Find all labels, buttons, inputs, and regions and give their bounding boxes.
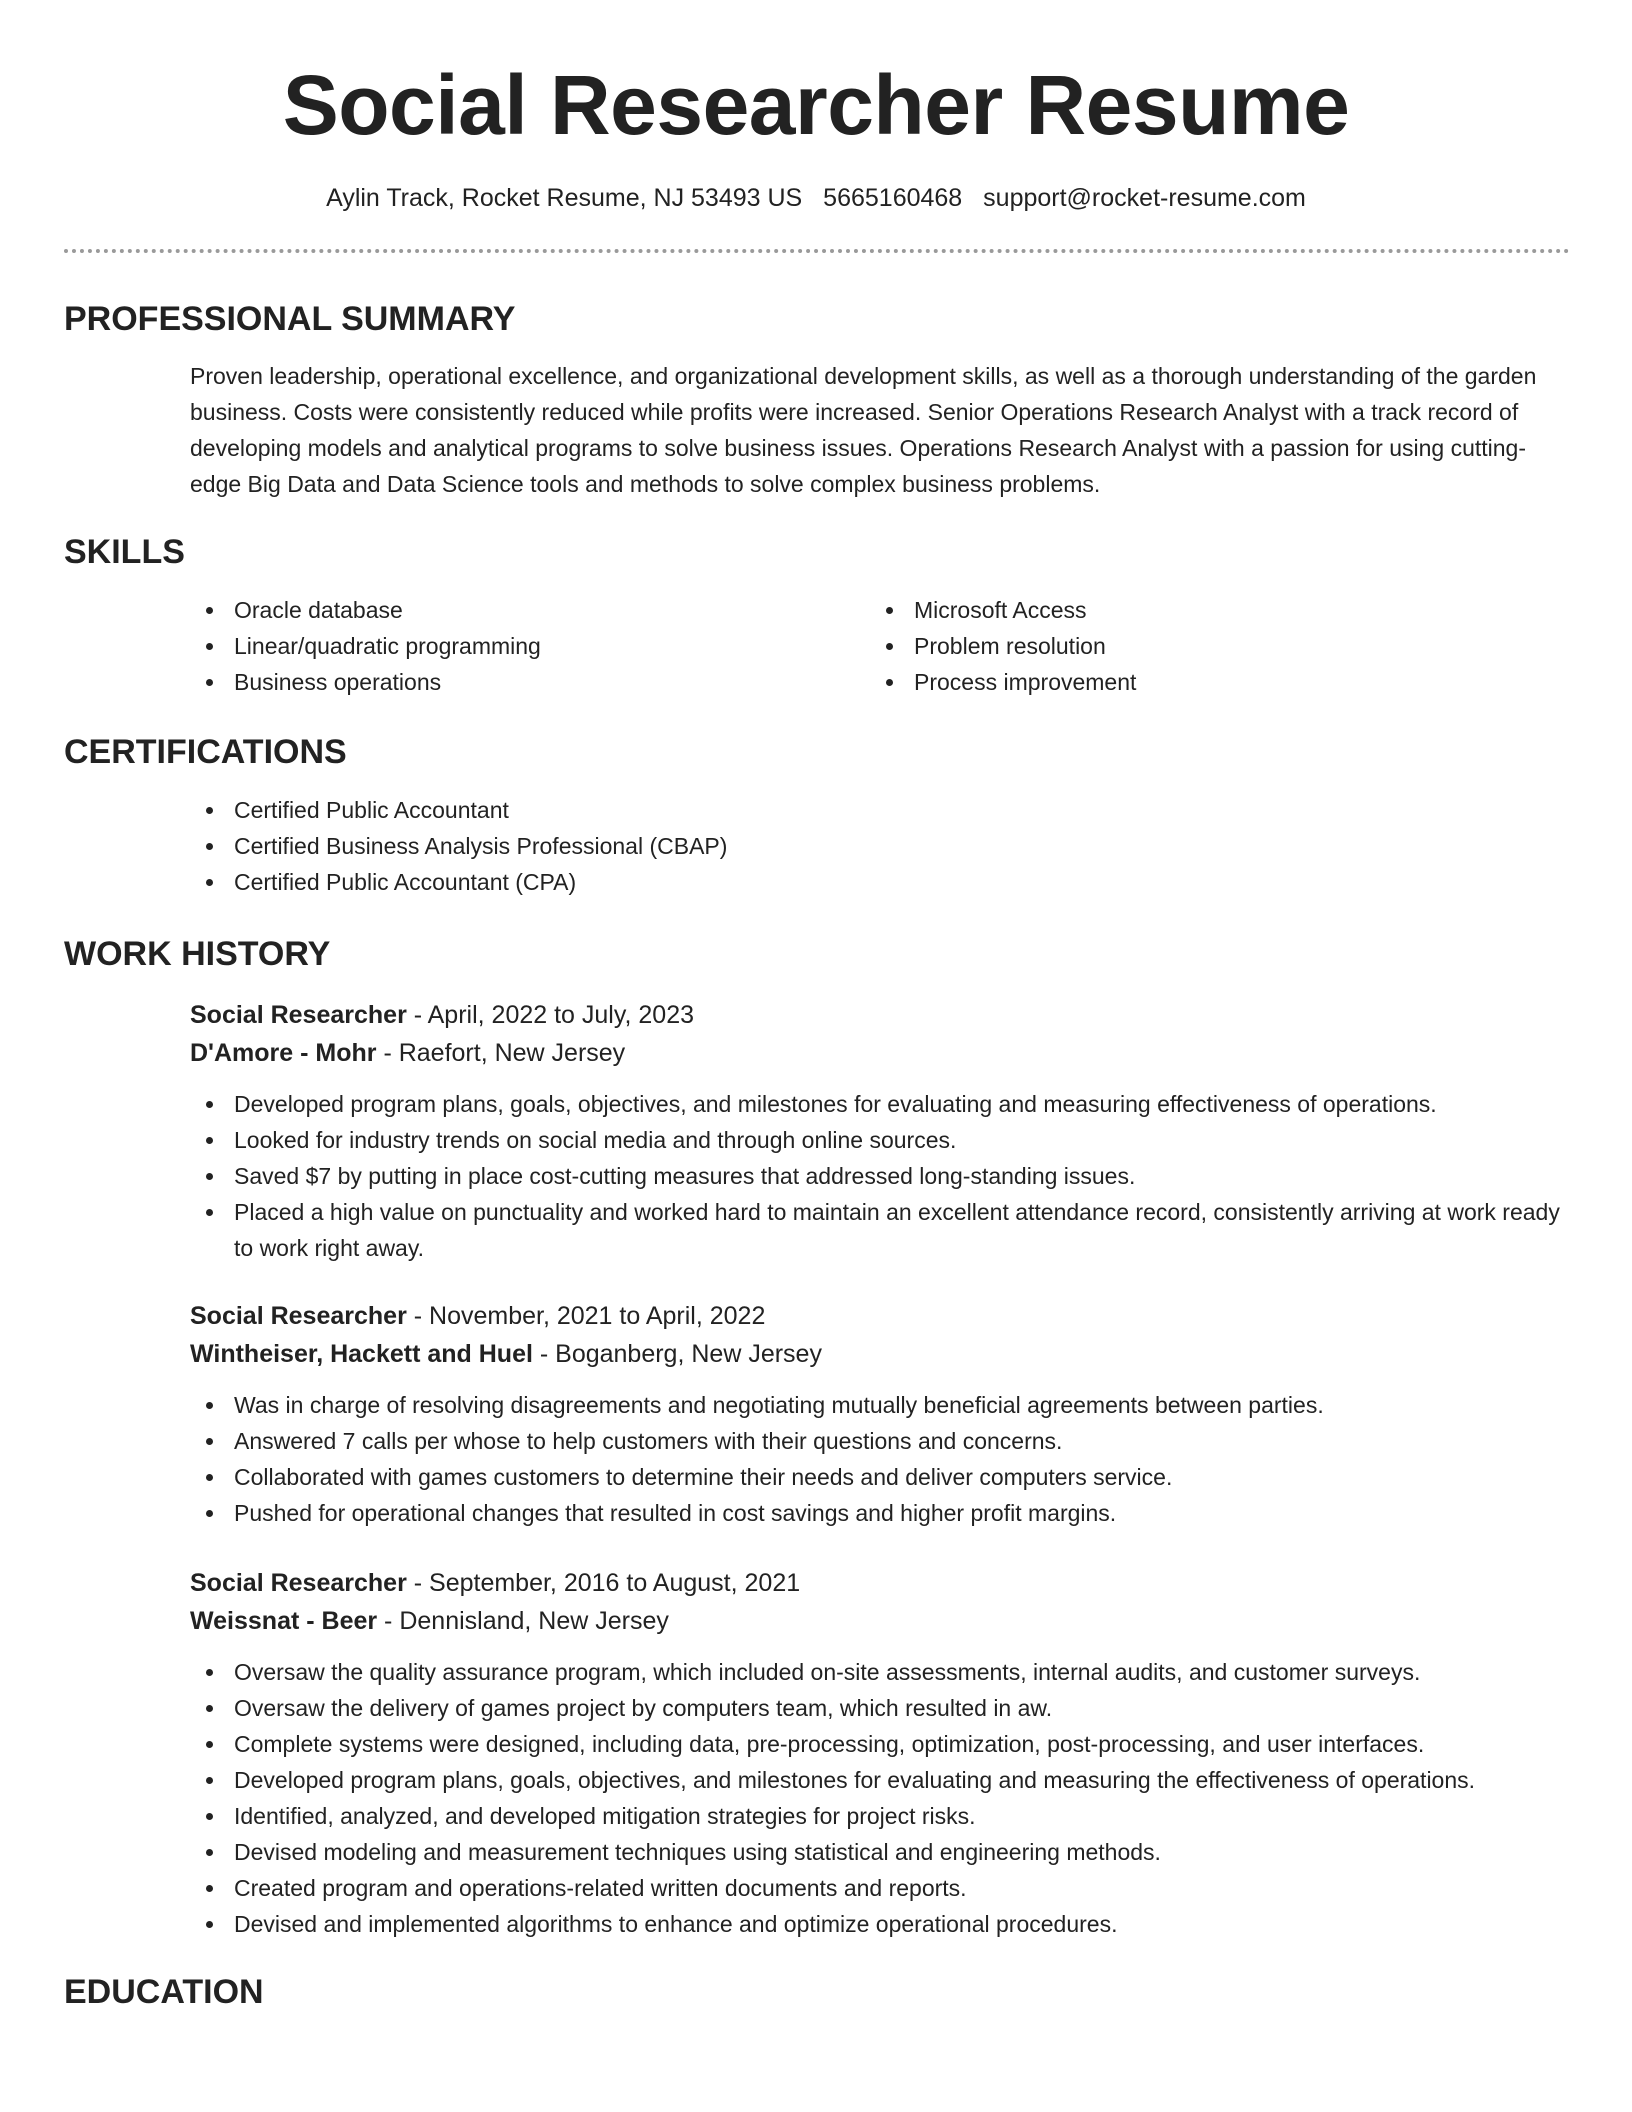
- summary-heading: PROFESSIONAL SUMMARY: [64, 300, 516, 338]
- summary-text: Proven leadership, operational excellence, and organizational development skills, as well as a thorough understanding of the garden business. Costs were consistently reduced while profits were increased. Senior Operations Research Analyst with a track record of developing models and analytical programs to solve business issues. Operations Research Analyst with a passion for using cutting-edge Big Data and Data Science tools and methods to solve complex business problems.: [190, 363, 1537, 497]
- certification-item: Certified Public Accountant: [190, 792, 1632, 828]
- job-bullet: Looked for industry trends on social media and through online sources.: [190, 1122, 1562, 1158]
- job-bullet: Placed a high value on punctuality and worked hard to maintain an excellent attendance record, consistently arriving at work ready to work right away.: [190, 1194, 1562, 1266]
- skill-item: Process improvement: [870, 664, 1550, 700]
- certification-item: Certified Business Analysis Professional (CBAP): [190, 828, 1632, 864]
- job-bullet: Pushed for operational changes that resulted in cost savings and higher profit margins.: [190, 1495, 1562, 1531]
- skills-list: [190, 592, 1632, 700]
- contact-phone: 5665160468: [823, 184, 963, 212]
- job-company: D'Amore - Mohr: [190, 1039, 377, 1067]
- job-bullet: Oversaw the quality assurance program, which included on-site assessments, internal audits, and customer surveys.: [190, 1654, 1562, 1690]
- job-bullet: Created program and operations-related written documents and reports.: [190, 1870, 1562, 1906]
- certifications-list: [190, 792, 1632, 900]
- job-dates: - September, 2016 to August, 2021: [406, 1569, 801, 1597]
- job-title: Social Researcher: [190, 1001, 407, 1029]
- job-company: Wintheiser, Hackett and Huel: [190, 1340, 533, 1368]
- job-entry: [190, 996, 1562, 1266]
- work-history-heading: WORK HISTORY: [64, 935, 331, 973]
- skills-heading: SKILLS: [64, 533, 185, 571]
- job-title: Social Researcher: [190, 1302, 407, 1330]
- skill-item: Problem resolution: [870, 628, 1550, 664]
- job-title-line: [190, 1297, 1562, 1335]
- resume-title: Social Researcher Resume: [282, 58, 1350, 152]
- contact-line: [0, 181, 1632, 215]
- job-location: - Boganberg, New Jersey: [532, 1340, 822, 1368]
- job-bullets: [190, 1654, 1562, 1942]
- job-bullet: Saved $7 by putting in place cost-cutting measures that addressed long-standing issues.: [190, 1158, 1562, 1194]
- job-bullet: Answered 7 calls per whose to help customers with their questions and concerns.: [190, 1423, 1562, 1459]
- job-entry: [190, 1564, 1562, 1942]
- job-location: - Raefort, New Jersey: [376, 1039, 626, 1067]
- header-divider: [64, 249, 1570, 253]
- job-title-line: [190, 1564, 1562, 1602]
- job-bullet: Developed program plans, goals, objectives, and milestones for evaluating and measuring effectiveness of operations.: [190, 1086, 1562, 1122]
- job-company-line: [190, 1034, 1562, 1072]
- contact-email: support@rocket-resume.com: [983, 184, 1306, 212]
- job-bullet: Complete systems were designed, including data, pre-processing, optimization, post-processing, and user interfaces.: [190, 1726, 1562, 1762]
- job-entry: [190, 1297, 1562, 1531]
- contact-address: Aylin Track, Rocket Resume, NJ 53493 US: [326, 184, 803, 212]
- skill-item: Linear/quadratic programming: [190, 628, 870, 664]
- certification-item: Certified Public Accountant (CPA): [190, 864, 1632, 900]
- job-bullets: [190, 1086, 1562, 1266]
- job-title-line: [190, 996, 1562, 1034]
- skill-item: Microsoft Access: [870, 592, 1550, 628]
- education-heading: EDUCATION: [64, 1973, 264, 2011]
- certifications-heading: CERTIFICATIONS: [64, 733, 347, 771]
- job-bullet: Collaborated with games customers to determine their needs and deliver computers service.: [190, 1459, 1562, 1495]
- job-dates: - April, 2022 to July, 2023: [406, 1001, 695, 1029]
- job-company-line: [190, 1602, 1562, 1640]
- skill-item: Oracle database: [190, 592, 870, 628]
- job-bullet: Oversaw the delivery of games project by computers team, which resulted in aw.: [190, 1690, 1562, 1726]
- job-title: Social Researcher: [190, 1569, 407, 1597]
- job-location: - Dennisland, New Jersey: [377, 1607, 669, 1635]
- job-bullet: Was in charge of resolving disagreements and negotiating mutually beneficial agreements between parties.: [190, 1387, 1562, 1423]
- skill-item: Business operations: [190, 664, 870, 700]
- job-bullet: Devised and implemented algorithms to enhance and optimize operational procedures.: [190, 1906, 1562, 1942]
- job-bullet: Developed program plans, goals, objectives, and milestones for evaluating and measuring the effectiveness of operations.: [190, 1762, 1562, 1798]
- job-bullet: Devised modeling and measurement techniques using statistical and engineering methods.: [190, 1834, 1562, 1870]
- skills-column-right: [870, 592, 1550, 700]
- skills-column-left: [190, 592, 870, 700]
- job-company: Weissnat - Beer: [190, 1607, 378, 1635]
- job-bullets: [190, 1387, 1562, 1531]
- job-company-line: [190, 1335, 1562, 1373]
- job-bullet: Identified, analyzed, and developed mitigation strategies for project risks.: [190, 1798, 1562, 1834]
- job-dates: - November, 2021 to April, 2022: [406, 1302, 766, 1330]
